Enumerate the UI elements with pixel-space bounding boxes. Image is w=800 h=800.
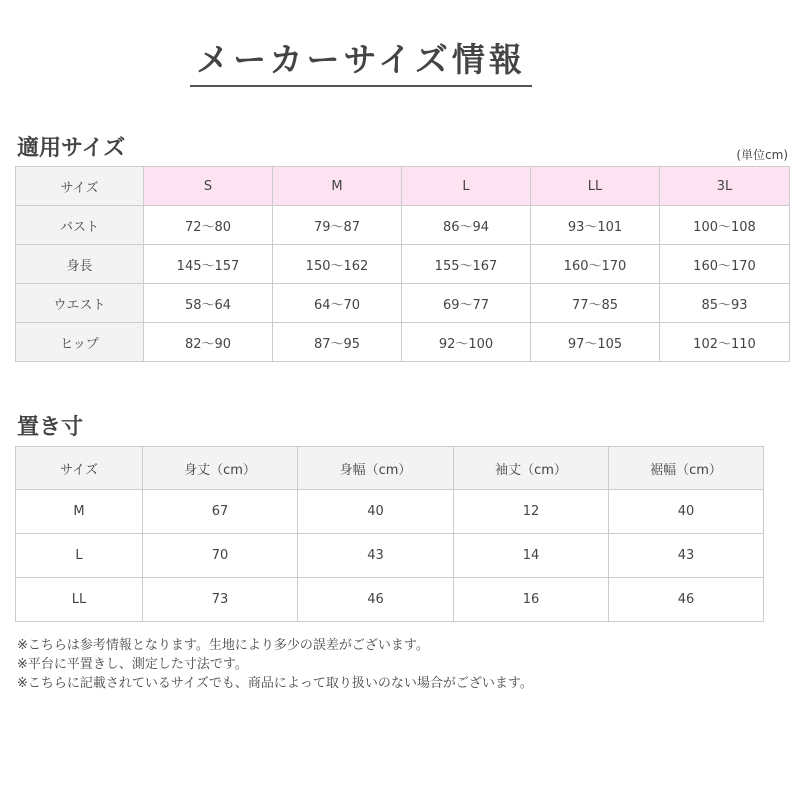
flat-header-row (16, 447, 764, 490)
fit-cell: 69〜77 (402, 284, 531, 323)
flat-cell: 40 (609, 490, 764, 534)
flat-cell: 43 (298, 534, 454, 578)
fit-section-heading: 適用サイズ (17, 136, 126, 161)
unit-note: (単位cm) (736, 148, 788, 162)
fit-cell: 160〜170 (660, 245, 790, 284)
flat-cell: 70 (143, 534, 298, 578)
flat-header-cell: 裾幅（cm） (609, 447, 764, 490)
flat-cell: 43 (609, 534, 764, 578)
fit-cell: 150〜162 (273, 245, 402, 284)
fit-row-label: ウエスト (16, 284, 144, 323)
flat-size-label: LL (16, 578, 143, 622)
note-line: ※こちらに記載されているサイズでも、商品によって取り扱いのない場合がございます。 (17, 676, 533, 691)
flat-cell: 46 (298, 578, 454, 622)
fit-row-bust (16, 206, 790, 245)
fit-cell: 86〜94 (402, 206, 531, 245)
fit-cell: 85〜93 (660, 284, 790, 323)
fit-header-row (16, 167, 790, 206)
flat-header-cell: サイズ (16, 447, 143, 490)
notes-block (17, 636, 533, 693)
size-header-m: M (273, 167, 402, 206)
size-header-s: S (144, 167, 273, 206)
flat-cell: 40 (298, 490, 454, 534)
fit-cell: 77〜85 (531, 284, 660, 323)
title-underline (190, 85, 532, 87)
fit-cell: 93〜101 (531, 206, 660, 245)
fit-size-table (15, 166, 790, 362)
size-header-l: L (402, 167, 531, 206)
fit-cell: 79〜87 (273, 206, 402, 245)
flat-row-ll (16, 578, 764, 622)
flat-size-label: L (16, 534, 143, 578)
page-title: メーカーサイズ情報 (196, 40, 526, 79)
fit-cell: 92〜100 (402, 323, 531, 362)
note-line: ※平台に平置きし、測定した寸法です。 (17, 657, 248, 672)
fit-row-height (16, 245, 790, 284)
flat-cell: 14 (454, 534, 609, 578)
flat-header-cell: 袖丈（cm） (454, 447, 609, 490)
size-header-ll: LL (531, 167, 660, 206)
flat-row-l (16, 534, 764, 578)
fit-row-label: バスト (16, 206, 144, 245)
fit-cell: 72〜80 (144, 206, 273, 245)
flat-cell: 67 (143, 490, 298, 534)
flat-section-heading: 置き寸 (17, 415, 84, 440)
fit-cell: 155〜167 (402, 245, 531, 284)
note-line: ※こちらは参考情報となります。生地により多少の誤差がございます。 (17, 638, 429, 653)
fit-row-hip (16, 323, 790, 362)
fit-row-label: 身長 (16, 245, 144, 284)
fit-row-label: ヒップ (16, 323, 144, 362)
fit-cell: 97〜105 (531, 323, 660, 362)
flat-cell: 46 (609, 578, 764, 622)
flat-size-table (15, 446, 764, 622)
fit-cell: 100〜108 (660, 206, 790, 245)
fit-cell: 58〜64 (144, 284, 273, 323)
fit-cell: 64〜70 (273, 284, 402, 323)
flat-row-m (16, 490, 764, 534)
fit-cell: 160〜170 (531, 245, 660, 284)
fit-cell: 82〜90 (144, 323, 273, 362)
fit-header-label: サイズ (16, 167, 144, 206)
fit-row-waist (16, 284, 790, 323)
size-header-3l: 3L (660, 167, 790, 206)
flat-cell: 73 (143, 578, 298, 622)
flat-header-cell: 身丈（cm） (143, 447, 298, 490)
flat-cell: 16 (454, 578, 609, 622)
fit-cell: 145〜157 (144, 245, 273, 284)
fit-cell: 102〜110 (660, 323, 790, 362)
flat-cell: 12 (454, 490, 609, 534)
fit-cell: 87〜95 (273, 323, 402, 362)
flat-size-label: M (16, 490, 143, 534)
flat-header-cell: 身幅（cm） (298, 447, 454, 490)
